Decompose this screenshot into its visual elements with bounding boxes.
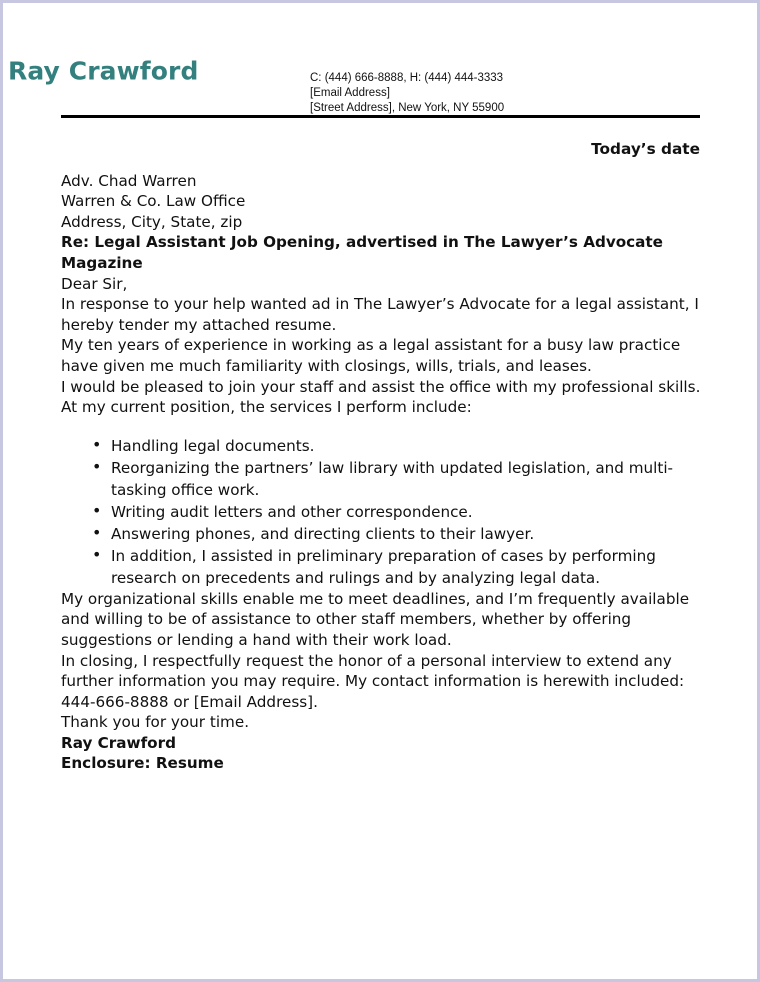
body-paragraph-4: At my current position, the services I perform include: (61, 398, 472, 417)
recipient-name: Adv. Chad Warren (61, 171, 197, 190)
list-item: • Reorganizing the partners’ law library with updated legislation, and multi-tasking office work. (61, 457, 701, 501)
letter-body (61, 125, 701, 774)
body-paragraph-5: My organizational skills enable me to meet deadlines, and I’m frequently available and willing to be of assistance to other staff members, whether by offering suggestions or lending a hand with their work load. (61, 589, 690, 649)
subject-line: Re: Legal Assistant Job Opening, advertised in The Lawyer’s Advocate Magazine (61, 233, 663, 272)
list-item: • Writing audit letters and other correspondence. (61, 501, 701, 523)
recipient-address-block (61, 171, 701, 233)
contact-email-line: [Email Address] (310, 87, 390, 99)
list-item: • Handling legal documents. (61, 435, 701, 457)
signature-name: Ray Crawford (61, 733, 176, 752)
letterhead (3, 3, 757, 114)
body-paragraph-6: In closing, I respectfully request the honor of a personal interview to extend any further information you may require. My contact information is herewith included: 444-666-8888 or [Email Address]. (61, 651, 685, 711)
recipient-company: Warren & Co. Law Office (61, 192, 246, 211)
list-item: • In addition, I assisted in preliminary preparation of cases by performing research on precedents and rulings and by analyzing legal data. (61, 545, 701, 589)
thank-you-line: Thank you for your time. (61, 713, 250, 732)
contact-info-block (310, 71, 504, 116)
body-paragraph-2: My ten years of experience in working as a legal assistant for a busy law practice have given me much familiarity with closings, wills, trials, and leases. (61, 336, 681, 375)
date-line: Today’s date (591, 140, 700, 158)
body-paragraph-1: In response to your help wanted ad in The Lawyer’s Advocate for a legal assistant, I hereby tender my attached resume. (61, 295, 699, 334)
list-item: • Answering phones, and directing clients to their lawyer. (61, 523, 701, 545)
contact-address-line: [Street Address], New York, NY 55900 (310, 102, 505, 114)
body-paragraph-3: I would be pleased to join your staff and assist the office with my professional skills. (61, 377, 701, 396)
enclosure-line: Enclosure: Resume (61, 754, 224, 773)
salutation: Dear Sir, (61, 274, 128, 293)
letterhead-divider-rule (61, 115, 700, 118)
duties-list (61, 435, 701, 589)
applicant-name-heading: Ray Crawford (8, 56, 199, 86)
recipient-address: Address, City, State, zip (61, 212, 243, 231)
contact-phone-line: C: (444) 666-8888, H: (444) 444-3333 (310, 72, 504, 84)
